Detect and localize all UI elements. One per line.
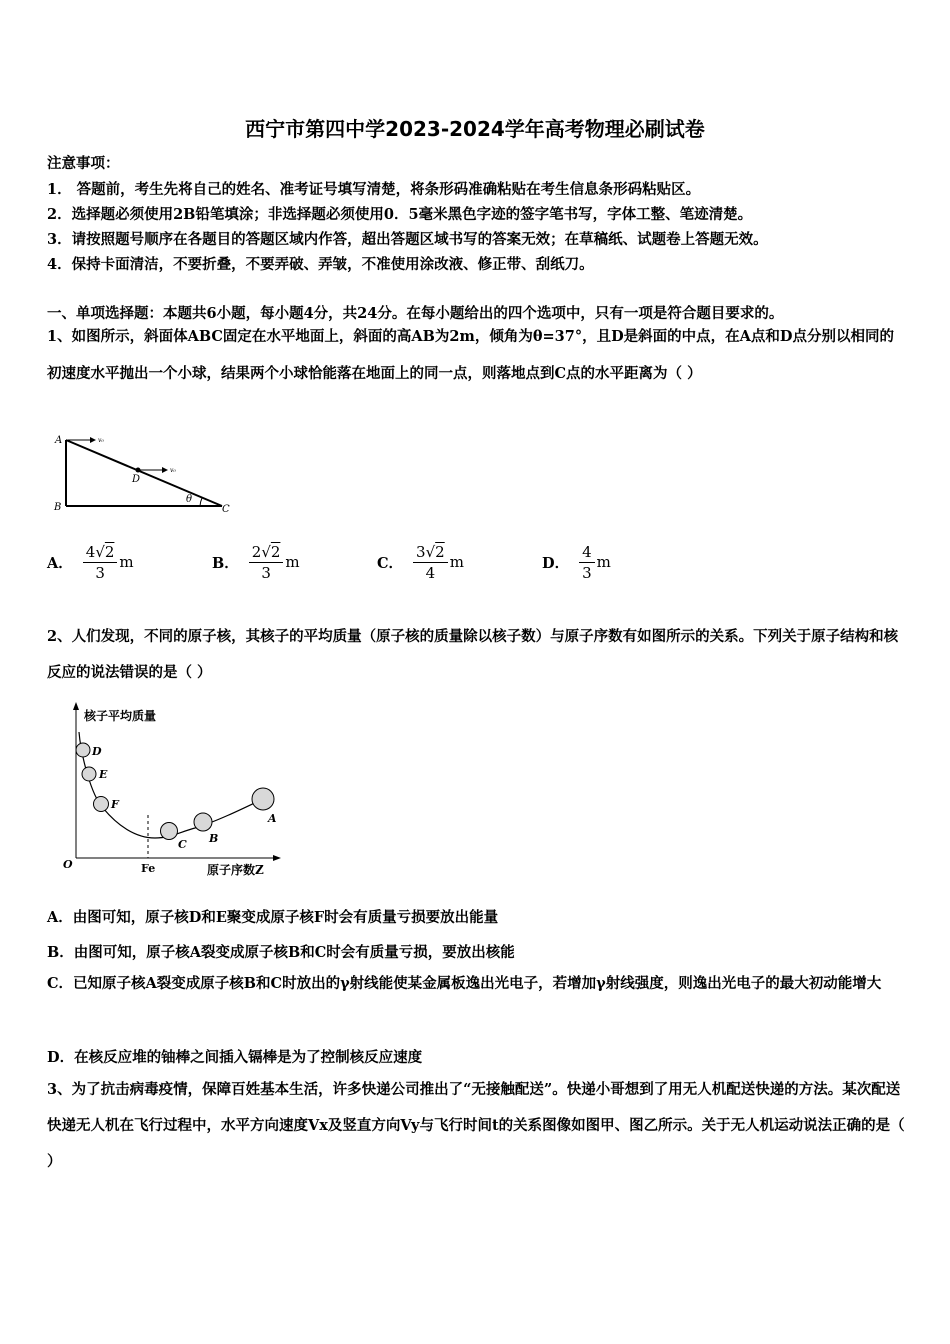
label-B: B: [54, 502, 62, 513]
label-v0-top: v₀: [98, 437, 104, 444]
note-item-4: 4．保持卡面清洁，不要折叠，不要弄破、弄皱，不准使用涂改液、修正带、刮纸刀。: [47, 256, 594, 273]
q2-option-c[interactable]: C．已知原子核A裂变成原子核B和C时放出的γ射线能使某金属板逸出光电子，若增加γ射线强度，则逸出光电子的最大初动能增大: [47, 975, 882, 992]
incline-figure: [50, 430, 240, 520]
q2-option-a[interactable]: A．由图可知，原子核D和E聚变成原子核F时会有质量亏损要放出能量: [47, 909, 499, 926]
question-2-text: 2、人们发现，不同的原子核，其核子的平均质量（原子核的质量除以核子数）与原子序数有如图所示的关系。下列关于原子结构和核反应的说法错误的是（ ）: [47, 628, 899, 681]
q1-option-b[interactable]: B． $\frac{2√2}{3}$ m: [212, 543, 300, 582]
point-label-C: C: [178, 838, 187, 851]
y-axis-label: 核子平均质量: [84, 709, 157, 723]
label-v0-mid: v₀: [170, 467, 176, 474]
fraction: $\frac{4√2}{3}$: [83, 543, 118, 582]
point-label-E: E: [99, 768, 108, 781]
origin-label: O: [63, 858, 73, 871]
note-item-3: 3．请按照题号顺序在各题目的答题区域内作答，超出答题区域书写的答案无效；在草稿纸、试题卷上答题无效。: [47, 231, 768, 248]
fraction: $\frac{4}{3}$: [579, 543, 595, 582]
x-axis-label: 原子序数Z: [207, 863, 264, 877]
label-theta: θ: [186, 494, 193, 505]
fe-label: Fe: [141, 862, 156, 875]
point-label-D: D: [92, 745, 102, 758]
mass-per-nucleon-figure: [55, 700, 295, 880]
notes-heading: 注意事项：: [47, 155, 120, 172]
question-1-text: 1、如图所示，斜面体ABC固定在水平地面上，斜面的高AB为2m，倾角为θ=37°，且D是斜面的中点，在A点和D点分别以相同的初速度水平抛出一个小球，结果两个小球恰能落在地面上的同一点，则落地点到C点的水平距离为（ ）: [47, 328, 894, 382]
note-item-2: 2．选择题必须使用2B铅笔填涂；非选择题必须使用0．5毫米黑色字迹的签字笔书写，字体工整、笔迹清楚。: [47, 206, 753, 223]
point-label-F: F: [111, 798, 119, 811]
note-item-1: 1． 答题前，考生先将自己的姓名、准考证号填写清楚，将条形码准确粘贴在考生信息条形码粘贴区。: [47, 181, 701, 198]
fraction: $\frac{3√2}{4}$: [413, 543, 448, 582]
section-heading: 一、单项选择题：本题共6小题，每小题4分，共24分。在每小题给出的四个选项中，只有一项是符合题目要求的。: [47, 305, 784, 322]
q1-option-d[interactable]: D． $\frac{4}{3}$ m: [542, 543, 611, 582]
page-title: 西宁市第四中学2023-2024学年高考物理必刷试卷: [245, 117, 705, 141]
label-A: A: [55, 435, 63, 446]
q2-option-d[interactable]: D．在核反应堆的铀棒之间插入镉棒是为了控制核反应速度: [47, 1049, 423, 1066]
fraction: $\frac{2√2}{3}$: [249, 543, 284, 582]
label-D: D: [132, 474, 141, 485]
q1-option-c[interactable]: C． $\frac{3√2}{4}$ m: [377, 543, 464, 582]
label-C: C: [222, 504, 230, 515]
q2-option-b[interactable]: B．由图可知，原子核A裂变成原子核B和C时会有质量亏损，要放出核能: [47, 944, 515, 961]
question-3-text: 3、为了抗击病毒疫情，保障百姓基本生活，许多快递公司推出了“无接触配送”。快递小哥想到了用无人机配送快递的方法。某次配送快递无人机在飞行过程中，水平方向速度Vx及竖直方向Vy与飞行时间t的关系图像如图甲、图乙所示。关于无人机运动说法正确的是（ ）: [47, 1081, 905, 1170]
point-label-A: A: [268, 812, 277, 825]
q1-option-a[interactable]: A． $\frac{4√2}{3}$ m: [47, 543, 134, 582]
point-label-B: B: [209, 832, 219, 845]
